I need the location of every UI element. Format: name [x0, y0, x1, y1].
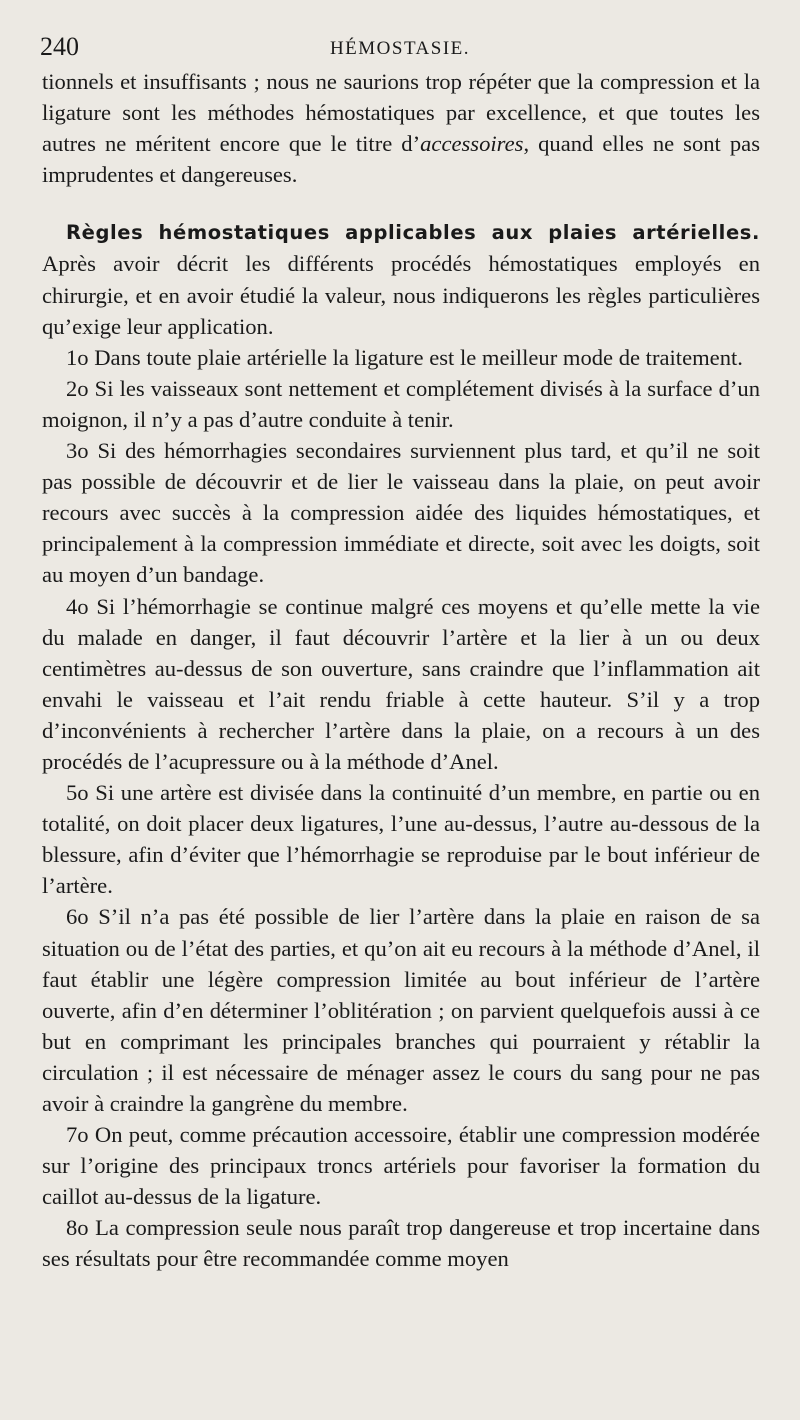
emphasis-accessoires: accessoires — [420, 131, 524, 157]
page-number: 240 — [40, 32, 79, 61]
running-header — [40, 30, 760, 64]
rule-2: 2o Si les vaisseaux sont nettement et complétement divisés à la surface d’un moignon, il n’y a pas d’autre conduite à tenir. — [42, 375, 760, 432]
rule-4: 4o Si l’hémorrhagie se continue malgré ces moyens et qu’elle mette la vie du malade en danger, il faut découvrir l’artère et la lier à un ou deux centimètres au-dessus de son ouverture, sans craindre que l’inflammation ait envahi le vaisseau et l’ait rendu friable à cette hauteur. S’il y a trop d’inconvénients à rechercher l’artère dans la plaie, on a recours à un des procédés de l’acupressure ou à la méthode d’Anel. — [42, 593, 760, 774]
body-text — [42, 66, 760, 1275]
running-title: HÉMOSTASIE. — [329, 38, 471, 59]
section-spacer — [42, 190, 760, 216]
rule-3: 3o Si des hémorrhagies secondaires surviennent plus tard, et qu’il ne soit pas possible de découvrir et de lier le vaisseau dans la plaie, on peut avoir recours avec succès à la compression aidée des liquides hémostatiques, et principalement à la compression immédiate et directe, soit avec les doigts, soit au moyen d’un bandage. — [42, 438, 760, 588]
rule-1: 1o Dans toute plaie artérielle la ligature est le meilleur mode de traitement. — [66, 344, 743, 370]
paragraph-continuation — [42, 66, 760, 190]
rule-8: 8o La compression seule nous paraît trop dangereuse et trop incertaine dans ses résultats pour être recommandée comme moyen — [42, 1215, 760, 1272]
paragraph-text: tionnels et insuffisants ; nous ne saurions trop répéter que la compression et la ligature sont les méthodes hémostatiques par excellence, et que toutes les autres ne méritent encore que le titre d’ — [42, 69, 760, 157]
rule-5: 5o Si une artère est divisée dans la continuité d’un membre, en partie ou en totalité, on doit placer deux ligatures, l’une au-dessus, l’autre au-dessous de la blessure, afin d’éviter que l’hémorrhagie se reproduise par le bout inférieur de l’artère. — [42, 780, 760, 899]
section-intro-text: Après avoir décrit les différents procédés hémostatiques employés en chirurgie, et en avoir étudié la valeur, nous indiquerons les règles particulières qu’exige leur application. — [42, 251, 760, 339]
section-heading: Règles hémostatiques applicables aux plaies artérielles. — [66, 221, 760, 245]
rule-7: 7o On peut, comme précaution accessoire, établir une compression modérée sur l’origine des principaux troncs artériels pour favoriser la formation du caillot au-dessus de la ligature. — [42, 1122, 760, 1210]
rule-6: 6o S’il n’a pas été possible de lier l’artère dans la plaie en raison de sa situation ou de l’état des parties, et qu’on ait eu recours à la méthode d’Anel, il faut établir une légère compression limitée au bout inférieur de l’artère ouverte, afin d’en déterminer l’oblitération ; on parvient quelquefois aussi à ce but en comprimant les principales branches qui pourraient y rétablir la circulation ; il est nécessaire de ménager assez le cours du sang pour ne pas avoir à craindre la gangrène du membre. — [42, 904, 760, 1116]
section-paragraph — [42, 216, 760, 341]
paragraph-text-end: , quand elles ne sont pas imprudentes et dangereuses. — [42, 131, 760, 188]
